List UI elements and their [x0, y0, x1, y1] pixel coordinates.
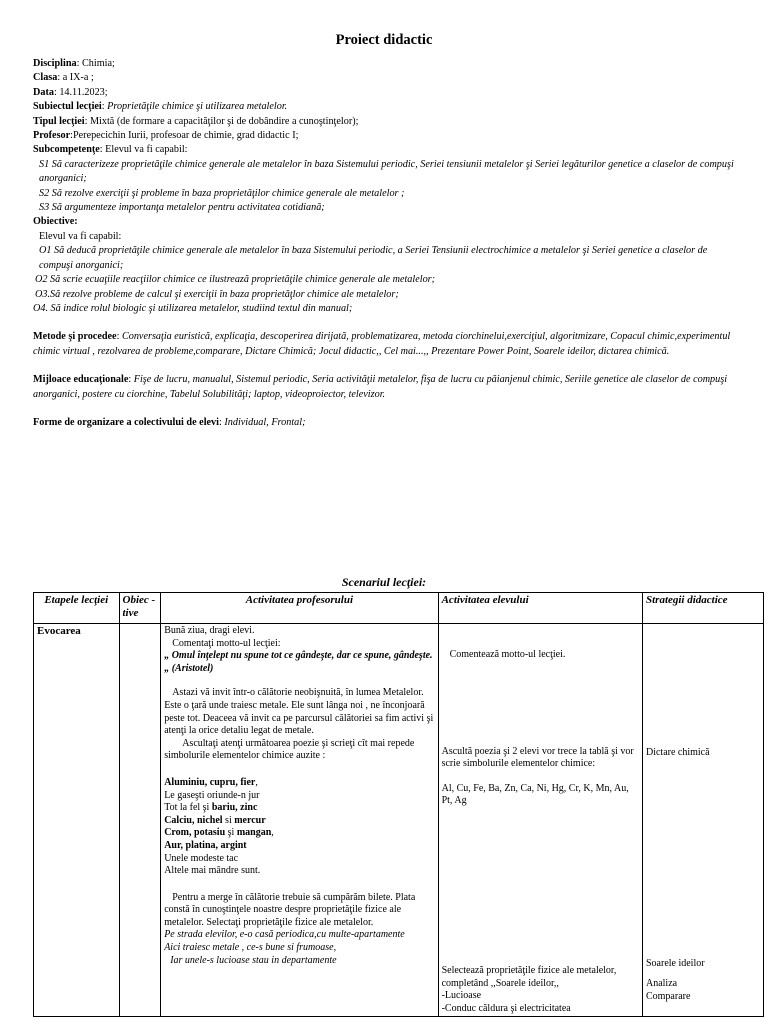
obiectiv-o1: O1 Să deducă proprietăţile chimice generale ale metalelor în baza Sistemului periodic, a Seriei Tensiunii electrochimice a metalelor şi Seriei genetice a claselor de compuşi anorganici;	[39, 245, 708, 271]
header-elev: Activitatea elevului	[438, 593, 642, 624]
obiectiv-o2: O2 Să scrie ecuaţiile reacţiilor chimice ce ilustrează proprietăţile chimice generale ale metalelor;	[35, 274, 436, 286]
obiectiv-o4: O4. Să indice rolul biologic şi utilizarea metalelor, studiind textul din manual;	[33, 302, 353, 314]
poem-verse: Unele modeste tac	[164, 852, 239, 864]
meta-tip: Tipul lecţiei: Mixtă (de formare a capacităţilor şi de dobândire a cunoştinţelor);	[33, 115, 359, 127]
meta-subcompetente: Subcompetenţe: Elevul va fi capabil:	[33, 144, 188, 156]
objectives-cell	[119, 624, 161, 1017]
header-obiective: Obiec -tive	[119, 593, 161, 624]
poem-verse: Tot la fel şi bariu, zinc	[164, 802, 258, 814]
document-title: Proiect didactic	[335, 32, 433, 48]
poem-verse: Aur, platina, argint	[164, 839, 247, 851]
poem-verse: Crom, potasiu şi mangan,	[164, 827, 274, 839]
subcompetenta-s3: S3 Să argumenteze importanţa metalelor pentru activitatea cotidiană;	[39, 202, 325, 214]
meta-obiective: Obiective:	[33, 216, 78, 228]
stage-cell: Evocarea	[34, 624, 120, 1017]
strategies-cell: Dictare chimică Soarele ideilor Analiza Comparare	[642, 624, 763, 1017]
scenario-table	[33, 592, 764, 1017]
scenario-title: Scenariul lecţiei:	[341, 575, 427, 589]
meta-mijloace: Mijloace educaţionale: Fişe de lucru, manualul, Sistemul periodic, Seria activităţii metalelor, fişa de lucru cu păianjenul chimic, Seriile genetice ale claselor de compuşi anorganici, postere cu ciorchine, Tabelul Solubilităţi; laptop, videoproiector, televizor.	[33, 374, 728, 400]
table-row	[34, 624, 764, 1017]
poem-verse: Altele mai mândre sunt.	[164, 865, 261, 877]
header-profesor: Activitatea profesorului	[161, 593, 438, 624]
lesson-metadata	[33, 57, 738, 430]
meta-subiect: Subiectul lecţiei: Proprietăţile chimice şi utilizarea metalelor.	[33, 101, 288, 113]
teacher-activity-cell: Bună ziua, dragi elevi. Comentaţi motto-ul lecţiei: „ Omul înţelept nu spune tot ce gândeşte, dar ce spune, gândeşte.„ (Aristotel) Astazi vă invit într-o călătorie neobişnuită, în lumea Metalelor. Este o ţară unde traiesc metale. Ele sunt lânga noi , ne înconjoară peste tot. Deaceea vă invit ca pe parcursul călătoriei sa fim activi şi atenţi la orice detaliu legat de metale. Ascultaţi atenţi următoarea poezie şi scrieţi cît mai repede simbolurile elementelor chimice auzite : Aluminiu, cupru, fier, Le gaseşti oriunde-n jur Tot la fel şi bariu, zinc Calciu, nichel si mercur Crom, potasiu şi mangan, Aur, platina, argint Unele modeste tac Altele mai mândre sunt. Pentru a merge în călătorie trebuie să cumpărăm bilete. Plata constă în cunoştinţele noastre despre proprietăţile fizice ale metalelor. Selectaţi proprietăţile fizice ale metalelor. Pe strada elevilor, e-o casă periodica,cu multe-apartamente Aici traiesc metale , ce-s bune si frumoase, Iar unele-s lucioase stau in departamente	[161, 624, 438, 1017]
student-activity-cell: Comentează motto-ul lecţiei. Ascultă poezia şi 2 elevi vor trece la tablă şi vor scrie simbolurile elementelor chimice: Al, Cu, Fe, Ba, Zn, Ca, Ni, Hg, Cr, K, Mn, Au, Pt, Ag Selectează proprietăţile fizice ale metalelor, completând ,,Soarele ideilor,, -Lucioase -Conduc căldura şi electricitatea	[438, 624, 642, 1017]
header-etape: Etapele lecţiei	[34, 593, 120, 624]
poem-verse: Le gaseşti oriunde-n jur	[164, 789, 260, 801]
subcompetenta-s1: S1 Să caracterizeze proprietăţile chimice generale ale metalelor în baza Sistemului periodic, Seriei tensiunii metalelor şi Seriei legăturilor genetice a claselor de compuşi anorganici;	[39, 158, 734, 185]
poem-verse: Aluminiu, cupru, fier,	[164, 776, 258, 788]
meta-data: Data: 14.11.2023;	[33, 86, 108, 98]
header-strategii: Strategii didactice	[642, 593, 763, 624]
meta-metode: Metode şi procedee: Conversaţia euristică, explicaţia, descoperirea dirijată, problematizarea, metoda ciorchinelui,exerciţiul, algoritmizare, Copacul chimic,experimentul chimic virtual , rezolvarea de probleme,comparare, Dictare Chimică; Jocul didactic,, Cel mai...,, Prezentare Power Point, Soarele ideilor, dictarea chimică.	[33, 331, 731, 357]
subcompetenta-s2: S2 Să rezolve exerciţii şi probleme în baza proprietăţilor chimice generale ale metalelor ;	[39, 187, 405, 199]
meta-clasa: Clasa: a IX-a ;	[33, 72, 94, 84]
meta-profesor: Profesor:Perepecichin Iurii, profesoar de chimie, grad didactic I;	[33, 130, 299, 142]
meta-disciplina: Disciplina: Chimia;	[33, 58, 115, 69]
obiective-intro: Elevul va fi capabil:	[39, 230, 122, 242]
obiectiv-o3: O3.Să rezolve probleme de calcul şi exerciţii în baza proprietăţlor chimice ale metalelor;	[35, 288, 399, 300]
poem-verse: Calciu, nichel si mercur	[164, 814, 266, 826]
table-header-row	[34, 593, 764, 624]
meta-forme: Forme de organizare a colectivului de elevi: Individual, Frontal;	[33, 416, 306, 428]
